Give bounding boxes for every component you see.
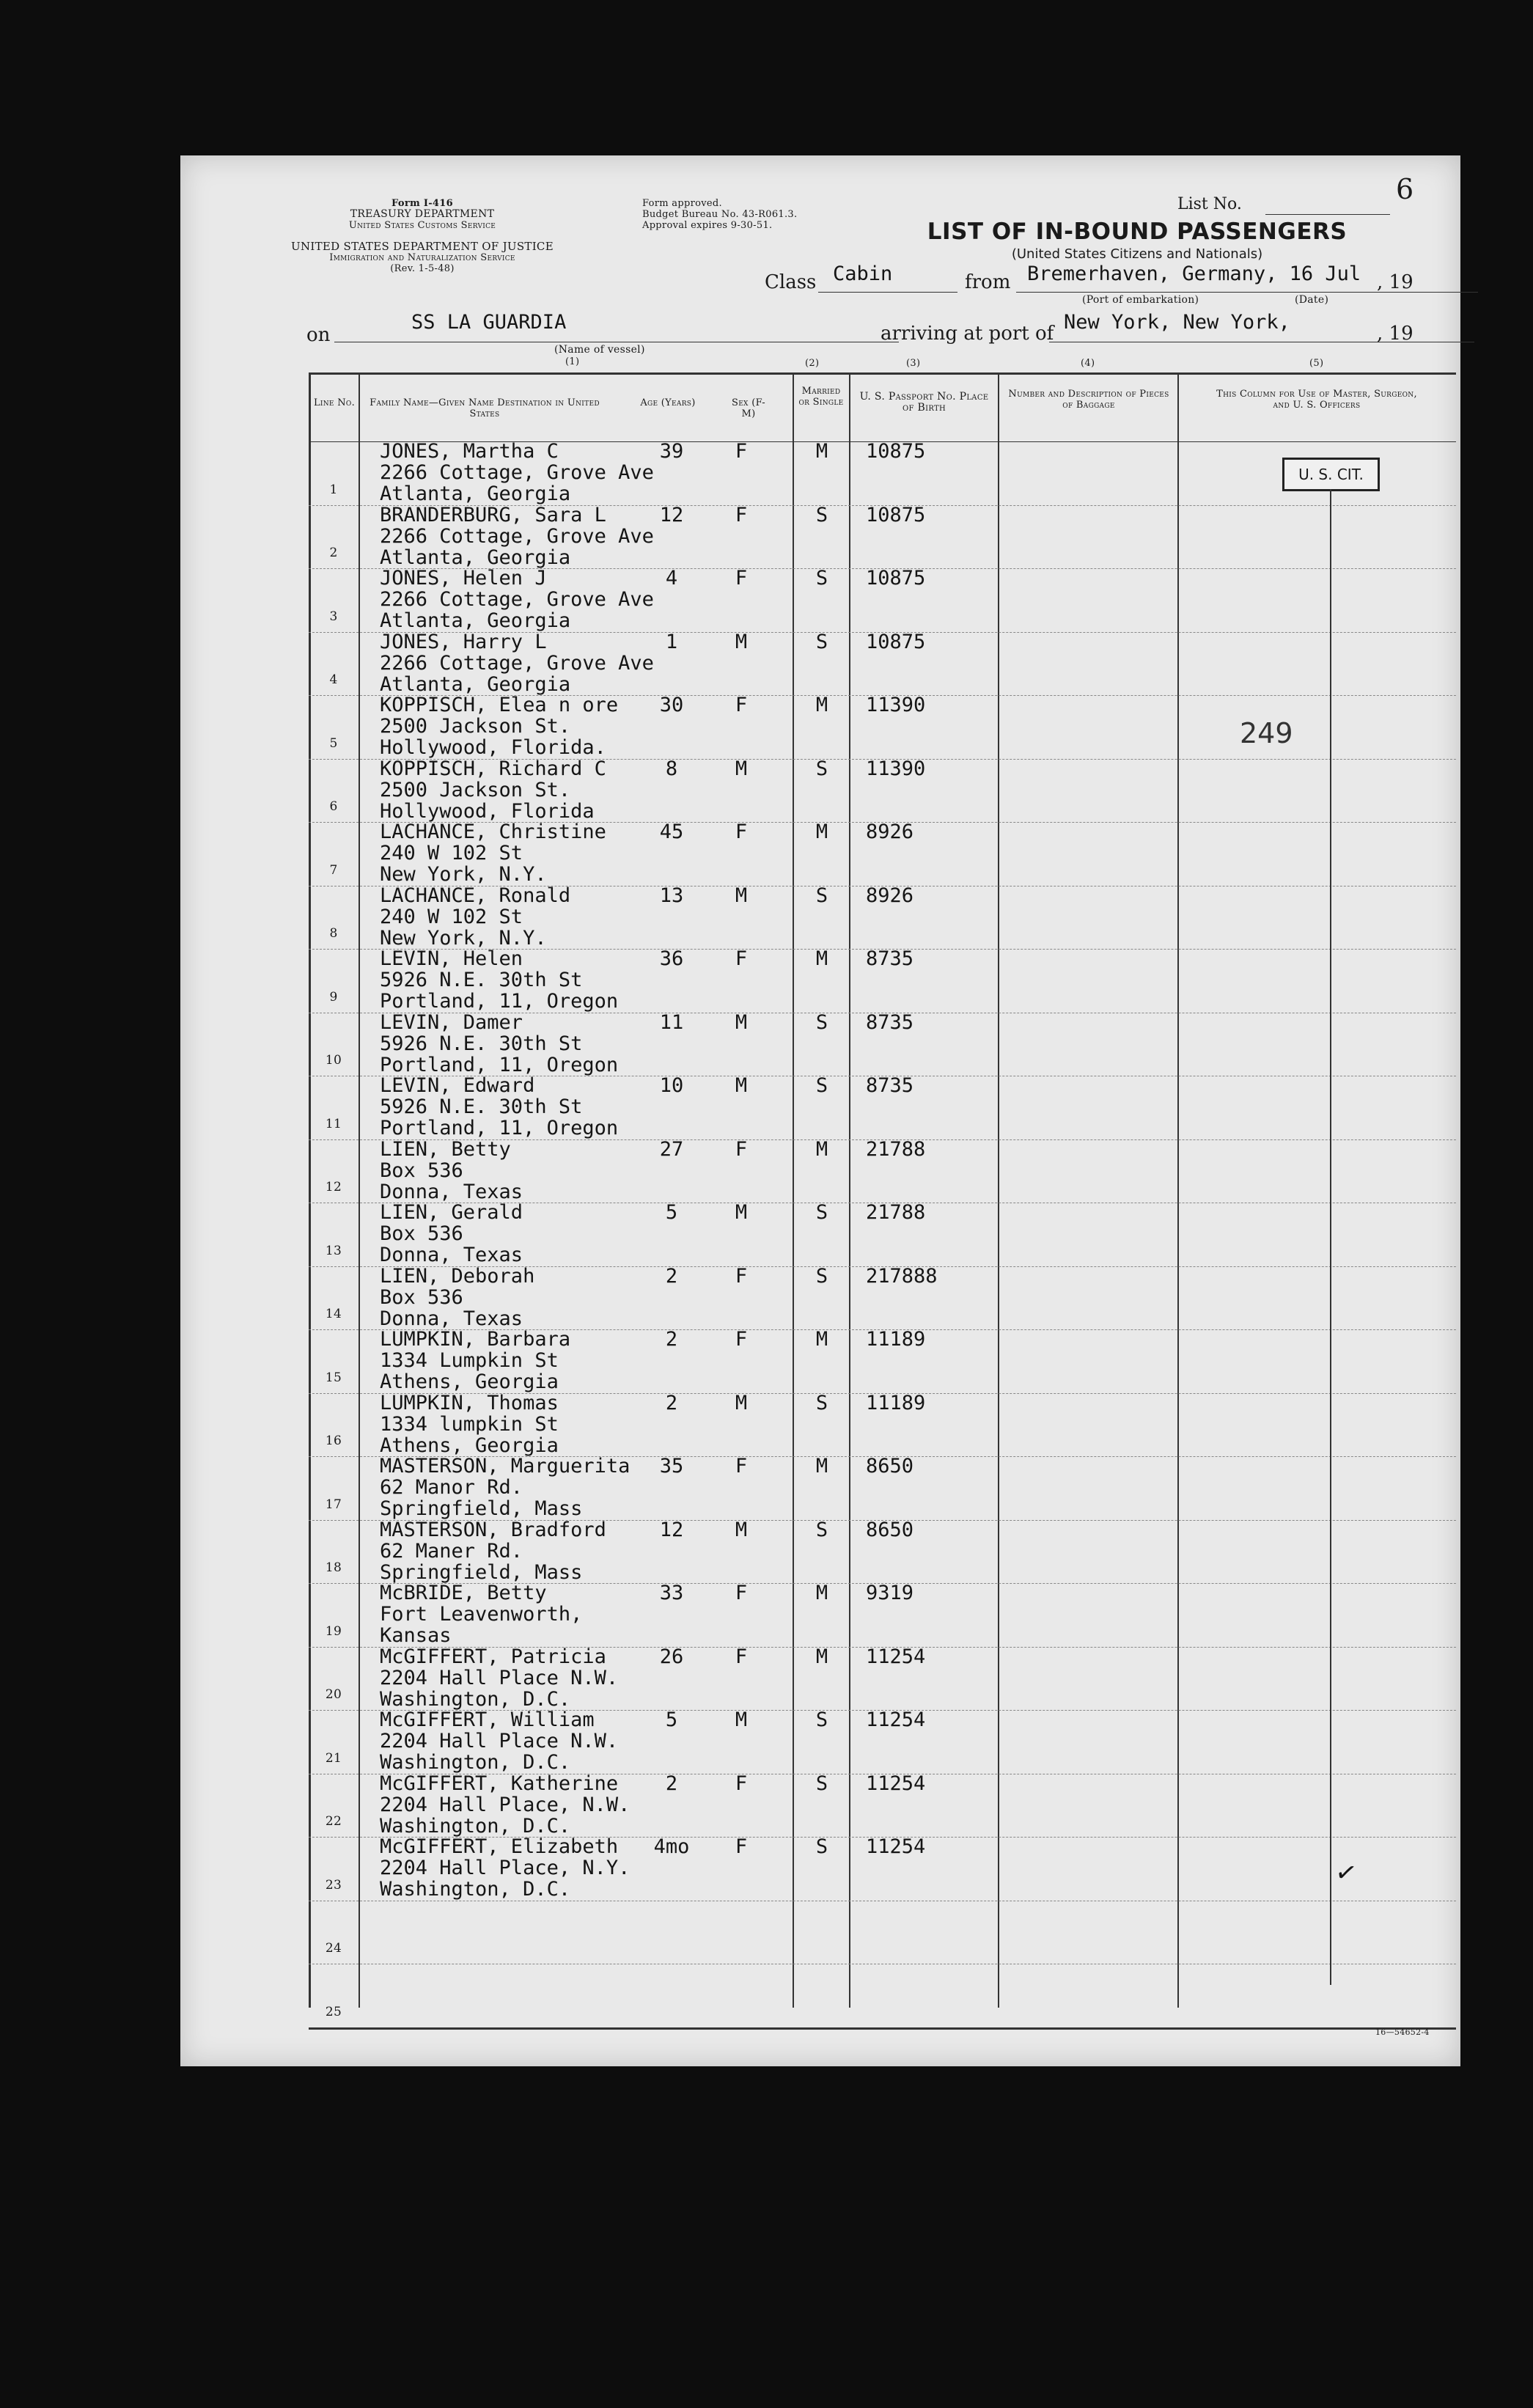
line-number: 9	[329, 990, 338, 1005]
passenger-address-line: 1334 Lumpkin St	[380, 1349, 559, 1372]
line-number: 17	[325, 1497, 342, 1512]
revision: (Rev. 1-5-48)	[390, 263, 455, 274]
passenger-address-line: Box 536	[380, 1159, 463, 1182]
line-number: 22	[325, 1814, 342, 1829]
passenger-age: 8	[665, 757, 678, 780]
passenger-name: JONES, Harry L	[380, 631, 547, 653]
passenger-name: LACHANCE, Christine	[380, 821, 606, 843]
passenger-passport-no: 8735	[866, 1011, 914, 1034]
passenger-age: 5	[665, 1201, 678, 1224]
passenger-marital-status: M	[815, 1138, 828, 1161]
ins-service: Immigration and Naturalization Service	[329, 252, 515, 263]
passenger-sex: M	[735, 1708, 748, 1731]
passenger-passport-no: 11189	[866, 1392, 926, 1414]
passenger-address-line: Donna, Texas	[380, 1244, 523, 1266]
vessel-caption: (Name of vessel)	[554, 344, 645, 356]
passenger-address-line: 2500 Jackson St.	[380, 779, 571, 801]
line-number: 18	[325, 1560, 342, 1575]
passenger-name: JONES, Martha C	[380, 440, 559, 463]
passenger-sex: F	[735, 1455, 748, 1478]
passenger-passport-no: 8650	[866, 1455, 914, 1478]
passenger-passport-no: 11254	[866, 1772, 926, 1795]
page-number: 6	[1396, 173, 1414, 205]
passenger-address-line: Washington, D.C.	[380, 1688, 571, 1711]
arriving-port: New York, New York,	[1064, 311, 1290, 334]
passenger-passport-no: 11390	[866, 694, 926, 716]
passenger-passport-no: 11254	[866, 1645, 926, 1668]
passenger-age: 11	[659, 1011, 684, 1034]
passenger-marital-status: S	[815, 1835, 828, 1858]
passenger-name: MASTERSON, Bradford	[380, 1519, 606, 1541]
col-header-married: Married or Single	[798, 386, 844, 408]
passenger-address-line: Atlanta, Georgia	[380, 673, 571, 696]
passenger-name: McGIFFERT, Patricia	[380, 1645, 606, 1668]
passenger-name: McGIFFERT, Katherine	[380, 1772, 619, 1795]
passenger-marital-status: S	[815, 1074, 828, 1097]
passenger-age: 12	[659, 1519, 684, 1541]
annotation-number: 249	[1240, 717, 1293, 749]
passenger-address-line: 2266 Cottage, Grove Ave	[380, 588, 654, 611]
passenger-sex: F	[735, 504, 748, 526]
passenger-name: BRANDERBURG, Sara L	[380, 504, 606, 526]
passenger-name: LUMPKIN, Thomas	[380, 1392, 559, 1414]
passenger-passport-no: 21788	[866, 1201, 926, 1224]
passenger-address-line: Atlanta, Georgia	[380, 482, 571, 505]
passenger-name: LIEN, Deborah	[380, 1265, 535, 1288]
passenger-address-line: Athens, Georgia	[380, 1370, 559, 1393]
passenger-address-line: Box 536	[380, 1286, 463, 1309]
col3-number: (3)	[906, 358, 921, 369]
col-divider	[793, 372, 794, 2008]
customs-service: United States Customs Service	[348, 220, 496, 231]
passenger-age: 35	[659, 1455, 684, 1478]
passenger-name: KOPPISCH, Richard C	[380, 757, 606, 780]
class-value: Cabin	[833, 263, 893, 285]
passenger-marital-status: S	[815, 631, 828, 653]
passenger-address-line: New York, N.Y.	[380, 927, 547, 950]
passenger-passport-no: 10875	[866, 567, 926, 590]
table-top-border	[309, 372, 1456, 375]
passenger-name: LEVIN, Helen	[380, 947, 523, 970]
passenger-marital-status: S	[815, 1265, 828, 1288]
year-label: , 19	[1377, 271, 1413, 293]
vessel-name: SS LA GUARDIA	[411, 311, 567, 334]
row-divider	[309, 2027, 1456, 2030]
col4-number: (4)	[1081, 358, 1095, 369]
passenger-address-line: Fort Leavenworth,	[380, 1603, 583, 1626]
treasury-dept: TREASURY DEPARTMENT	[350, 208, 495, 220]
passenger-marital-status: S	[815, 1201, 828, 1224]
passenger-age: 36	[659, 947, 684, 970]
passenger-marital-status: S	[815, 1772, 828, 1795]
passenger-address-line: Portland, 11, Oregon	[380, 990, 619, 1013]
passenger-address-line: Springfield, Mass	[380, 1561, 583, 1584]
passenger-sex: M	[735, 631, 748, 653]
col-divider	[998, 372, 999, 2008]
line-number: 24	[325, 1941, 342, 1956]
page-subtitle: (United States Citizens and Nationals)	[1011, 246, 1263, 262]
col2-number: (2)	[805, 358, 820, 369]
passenger-sex: F	[735, 1582, 748, 1604]
line-number: 12	[325, 1180, 342, 1194]
passenger-passport-no: 11254	[866, 1708, 926, 1731]
line-number: 16	[325, 1434, 342, 1448]
approval-line: Approval expires 9-30-51.	[642, 220, 773, 231]
line-number: 3	[329, 609, 338, 624]
passenger-address-line: 5926 N.E. 30th St	[380, 1032, 583, 1055]
passenger-name: MASTERSON, Marguerita	[380, 1455, 631, 1478]
passenger-sex: M	[735, 1074, 748, 1097]
passenger-marital-status: S	[815, 1392, 828, 1414]
passenger-sex: F	[735, 821, 748, 843]
passenger-age: 10	[659, 1074, 684, 1097]
passenger-address-line: 62 Maner Rd.	[380, 1540, 523, 1563]
col-header-officers: This Column for Use of Master, Surgeon, and U. S. Officers	[1216, 389, 1417, 411]
passenger-age: 27	[659, 1138, 684, 1161]
passenger-marital-status: M	[815, 1582, 828, 1604]
passenger-passport-no: 8926	[866, 821, 914, 843]
line-number: 4	[329, 672, 338, 687]
passenger-sex: F	[735, 694, 748, 716]
passenger-marital-status: M	[815, 1645, 828, 1668]
passenger-address-line: 2500 Jackson St.	[380, 715, 571, 738]
passenger-age: 30	[659, 694, 684, 716]
us-citizen-stamp: U. S. CIT.	[1282, 458, 1380, 491]
passenger-sex: F	[735, 1138, 748, 1161]
passenger-address-line: Hollywood, Florida	[380, 800, 595, 823]
line-number: 6	[329, 799, 338, 814]
port-embark-caption: (Port of embarkation)	[1082, 294, 1199, 306]
col-divider	[849, 372, 850, 2008]
col-header-age: Age (Years)	[640, 397, 696, 408]
passenger-sex: F	[735, 1772, 748, 1795]
line-number: 1	[329, 482, 338, 497]
passenger-address-line: 2204 Hall Place N.W.	[380, 1667, 619, 1689]
passenger-sex: M	[735, 1519, 748, 1541]
passenger-name: KOPPISCH, Elea n ore	[380, 694, 619, 716]
line-number: 5	[329, 736, 338, 751]
passenger-marital-status: M	[815, 440, 828, 463]
stamp-connector-line	[1330, 489, 1331, 1985]
passenger-address-line: 2266 Cottage, Grove Ave	[380, 525, 654, 548]
arriving-label: arriving at port of	[881, 323, 1054, 345]
line-number: 23	[325, 1878, 342, 1893]
year-label: , 19	[1377, 323, 1413, 345]
passenger-address-line: 2266 Cottage, Grove Ave	[380, 461, 654, 484]
passenger-age: 13	[659, 884, 684, 907]
passenger-age: 39	[659, 440, 684, 463]
col-header-line-no: Line No.	[313, 397, 356, 408]
passenger-passport-no: 217888	[866, 1265, 938, 1288]
passenger-passport-no: 10875	[866, 631, 926, 653]
passenger-marital-status: M	[815, 1455, 828, 1478]
col-divider	[359, 372, 360, 2008]
passenger-sex: M	[735, 1011, 748, 1034]
col-header-sex: Sex (F-M)	[731, 397, 765, 419]
passenger-age: 2	[665, 1772, 678, 1795]
passenger-name: LIEN, Gerald	[380, 1201, 523, 1224]
passenger-address-line: 2266 Cottage, Grove Ave	[380, 652, 654, 675]
handwritten-checkmark: ✓	[1334, 1854, 1358, 1890]
line-number: 20	[325, 1687, 342, 1702]
passenger-name: LIEN, Betty	[380, 1138, 511, 1161]
passenger-address-line: Hollywood, Florida.	[380, 736, 606, 759]
class-label: Class	[765, 271, 817, 293]
line-number: 13	[325, 1244, 342, 1258]
passenger-address-line: Kansas	[380, 1624, 452, 1647]
passenger-address-line: Washington, D.C.	[380, 1815, 571, 1838]
passenger-marital-status: S	[815, 757, 828, 780]
passenger-passport-no: 21788	[866, 1138, 926, 1161]
col-header-passport: U. S. Passport No. Place of Birth	[859, 391, 989, 414]
passenger-address-line: Springfield, Mass	[380, 1497, 583, 1520]
passenger-address-line: 1334 lumpkin St	[380, 1413, 559, 1436]
passenger-age: 45	[659, 821, 684, 843]
col1-number: (1)	[565, 356, 580, 367]
col5-number: (5)	[1309, 358, 1324, 369]
passenger-marital-status: S	[815, 1708, 828, 1731]
passenger-age: 2	[665, 1265, 678, 1288]
line-number: 19	[325, 1624, 342, 1639]
approval-line: Budget Bureau No. 43-R061.3.	[642, 209, 798, 220]
passenger-marital-status: M	[815, 694, 828, 716]
passenger-age: 4	[665, 567, 678, 590]
passenger-name: JONES, Helen J	[380, 567, 547, 590]
class-underline	[818, 292, 957, 293]
passenger-passport-no: 11254	[866, 1835, 926, 1858]
passenger-passport-no: 8735	[866, 1074, 914, 1097]
passenger-sex: M	[735, 884, 748, 907]
passenger-sex: M	[735, 1392, 748, 1414]
passenger-address-line: 5926 N.E. 30th St	[380, 1095, 583, 1118]
passenger-address-line: Atlanta, Georgia	[380, 546, 571, 569]
passenger-passport-no: 10875	[866, 504, 926, 526]
passenger-address-line: Donna, Texas	[380, 1181, 523, 1203]
passenger-marital-status: M	[815, 821, 828, 843]
passenger-passport-no: 11390	[866, 757, 926, 780]
passenger-passport-no: 8926	[866, 884, 914, 907]
passenger-address-line: 2204 Hall Place, N.W.	[380, 1794, 631, 1816]
passenger-address-line: Athens, Georgia	[380, 1434, 559, 1457]
on-label: on	[306, 324, 331, 346]
footer-print-code: 16—54652-4	[1375, 2027, 1430, 2037]
line-number: 2	[329, 546, 338, 560]
passenger-age: 33	[659, 1582, 684, 1604]
passenger-marital-status: S	[815, 567, 828, 590]
passenger-marital-status: S	[815, 1011, 828, 1034]
list-no-underline	[1265, 214, 1390, 215]
passenger-address-line: Donna, Texas	[380, 1307, 523, 1330]
passenger-manifest-sheet	[180, 155, 1460, 2066]
passenger-address-line: 2204 Hall Place, N.Y.	[380, 1857, 631, 1879]
passenger-passport-no: 10875	[866, 440, 926, 463]
passenger-name: McGIFFERT, Elizabeth	[380, 1835, 619, 1858]
list-no-label: List No.	[1177, 195, 1242, 213]
passenger-marital-status: M	[815, 947, 828, 970]
passenger-address-line: Portland, 11, Oregon	[380, 1054, 619, 1076]
passenger-name: LEVIN, Edward	[380, 1074, 535, 1097]
passenger-name: LEVIN, Damer	[380, 1011, 523, 1034]
line-number: 15	[325, 1370, 342, 1385]
passenger-age: 12	[659, 504, 684, 526]
passenger-age: 4mo	[653, 1835, 690, 1858]
line-number: 8	[329, 926, 338, 941]
col-divider	[1177, 372, 1179, 2008]
passenger-sex: F	[735, 1265, 748, 1288]
passenger-sex: M	[735, 1201, 748, 1224]
passenger-name: LACHANCE, Ronald	[380, 884, 571, 907]
passenger-address-line: Atlanta, Georgia	[380, 609, 571, 632]
passenger-marital-status: S	[815, 1519, 828, 1541]
passenger-address-line: Washington, D.C.	[380, 1751, 571, 1774]
passenger-age: 2	[665, 1328, 678, 1351]
passenger-name: McGIFFERT, William	[380, 1708, 595, 1731]
passenger-marital-status: S	[815, 884, 828, 907]
passenger-name: McBRIDE, Betty	[380, 1582, 547, 1604]
passenger-sex: F	[735, 947, 748, 970]
justice-dept: UNITED STATES DEPARTMENT OF JUSTICE	[291, 240, 554, 253]
col-header-name: Family Name—Given Name Destination in United States	[370, 397, 600, 419]
passenger-address-line: Washington, D.C.	[380, 1878, 571, 1901]
passenger-age: 5	[665, 1708, 678, 1731]
form-id: Form I-416	[391, 198, 453, 209]
approval-line: Form approved.	[642, 198, 722, 209]
from-value: Bremerhaven, Germany, 16 Jul	[1027, 263, 1361, 285]
col-header-baggage: Number and Description of Pieces of Baggage	[1008, 389, 1169, 411]
line-number: 10	[325, 1053, 342, 1068]
passenger-passport-no: 8735	[866, 947, 914, 970]
passenger-address-line: 2204 Hall Place N.W.	[380, 1730, 619, 1752]
passenger-age: 26	[659, 1645, 684, 1668]
passenger-address-line: 240 W 102 St	[380, 906, 523, 928]
line-number: 11	[325, 1117, 342, 1131]
passenger-marital-status: S	[815, 504, 828, 526]
passenger-sex: M	[735, 757, 748, 780]
passenger-sex: F	[735, 1645, 748, 1668]
passenger-passport-no: 11189	[866, 1328, 926, 1351]
passenger-address-line: New York, N.Y.	[380, 863, 547, 886]
passenger-sex: F	[735, 1835, 748, 1858]
passenger-passport-no: 8650	[866, 1519, 914, 1541]
passenger-marital-status: M	[815, 1328, 828, 1351]
line-number: 14	[325, 1307, 342, 1321]
passenger-age: 2	[665, 1392, 678, 1414]
line-number: 7	[329, 863, 338, 878]
line-number: 21	[325, 1751, 342, 1766]
passenger-sex: F	[735, 1328, 748, 1351]
passenger-age: 1	[665, 631, 678, 653]
passenger-passport-no: 9319	[866, 1582, 914, 1604]
date-caption: (Date)	[1295, 294, 1329, 306]
passenger-address-line: 5926 N.E. 30th St	[380, 969, 583, 991]
passenger-sex: F	[735, 440, 748, 463]
from-label: from	[965, 271, 1011, 293]
passenger-sex: F	[735, 567, 748, 590]
passenger-name: LUMPKIN, Barbara	[380, 1328, 571, 1351]
passenger-address-line: Portland, 11, Oregon	[380, 1117, 619, 1139]
page-title: LIST OF IN-BOUND PASSENGERS	[927, 219, 1348, 245]
passenger-address-line: 62 Manor Rd.	[380, 1476, 523, 1499]
passenger-address-line: Box 536	[380, 1222, 463, 1245]
passenger-address-line: 240 W 102 St	[380, 842, 523, 865]
line-number: 25	[325, 2005, 342, 2019]
